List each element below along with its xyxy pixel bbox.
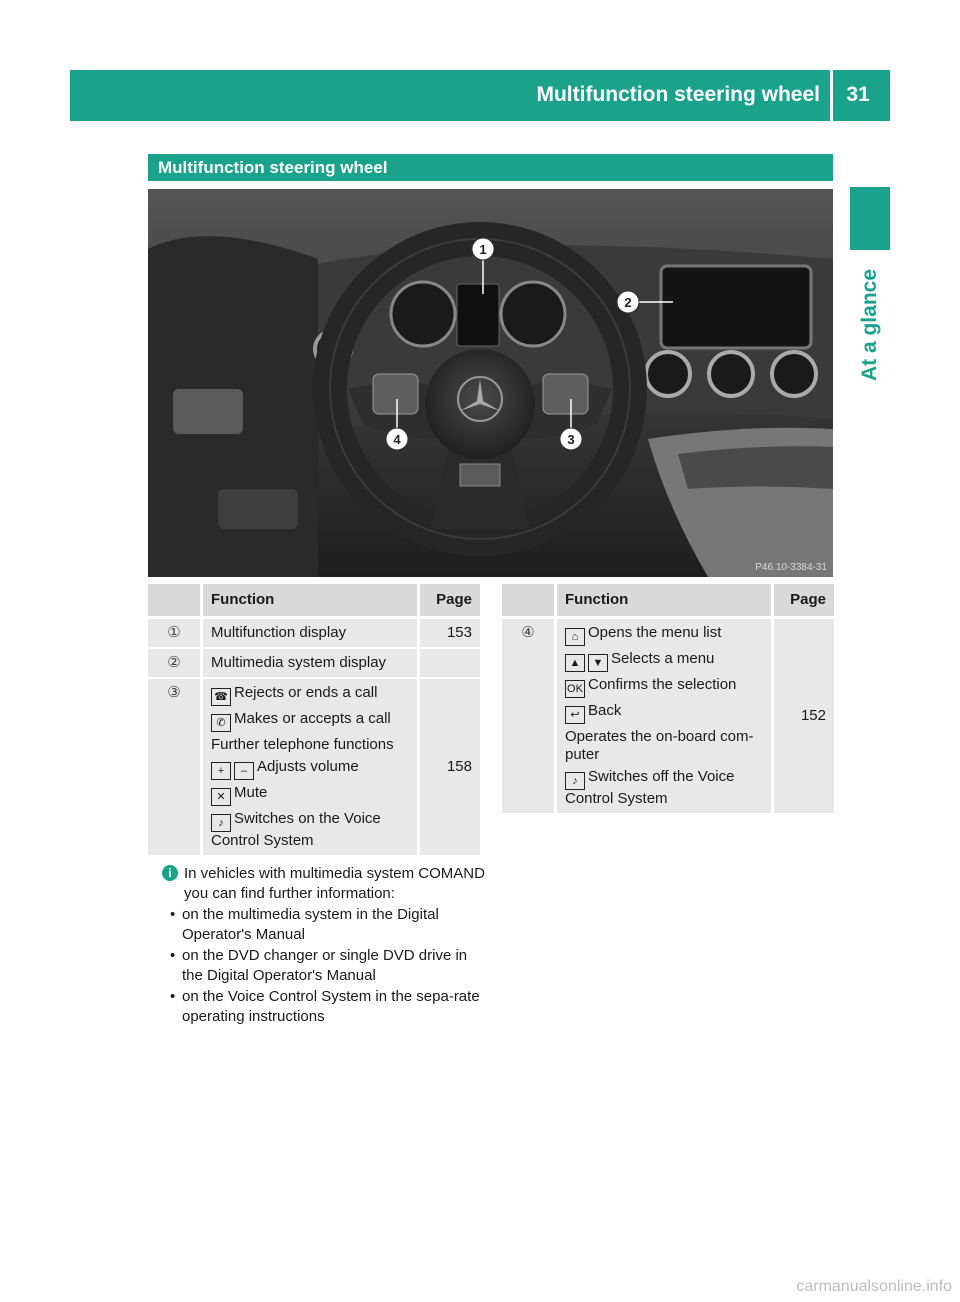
page-number: 31 bbox=[846, 83, 870, 106]
list-item: • on the multimedia system in the Digital Operator's Manual bbox=[170, 906, 439, 943]
arrow-up-icon: ▲ bbox=[565, 654, 585, 672]
function-text: Mute bbox=[234, 784, 268, 801]
table-row bbox=[148, 678, 480, 856]
header-divider bbox=[830, 70, 833, 121]
table-row bbox=[148, 618, 480, 649]
row-page: 158 bbox=[419, 678, 481, 856]
end-call-icon: ☎ bbox=[211, 688, 231, 706]
steering-wheel-illustration bbox=[148, 189, 833, 577]
row-function: Multimedia system display bbox=[202, 648, 419, 678]
side-tab-label: At a glance bbox=[858, 268, 881, 382]
callout-3-label: 3 bbox=[567, 432, 575, 447]
header-title: Multifunction steering wheel bbox=[536, 83, 820, 106]
callout-4-label: 4 bbox=[393, 432, 401, 447]
function-line bbox=[211, 710, 409, 732]
function-text: Back bbox=[588, 702, 622, 719]
row-number: ③ bbox=[148, 678, 202, 856]
row-function: Multifunction display bbox=[202, 618, 419, 649]
row-page: 152 bbox=[773, 618, 835, 815]
ok-icon: OK bbox=[565, 680, 585, 698]
function-line bbox=[565, 624, 763, 646]
row-number: ④ bbox=[502, 618, 556, 815]
info-note bbox=[162, 864, 487, 1028]
row-function-list bbox=[202, 678, 419, 856]
back-icon: ↩ bbox=[565, 706, 585, 724]
function-line bbox=[211, 758, 409, 780]
header-page: Page bbox=[773, 584, 835, 618]
steering-wheel-figure bbox=[148, 189, 833, 577]
function-line bbox=[211, 736, 409, 754]
function-text: Opens the menu list bbox=[588, 624, 722, 641]
function-line bbox=[565, 676, 763, 698]
callout-2-label: 2 bbox=[624, 295, 632, 310]
list-item: • on the Voice Control System in the sepa-rate operating instructions bbox=[170, 988, 480, 1025]
section-header bbox=[148, 154, 833, 181]
function-text: Switches off the Voice Control System bbox=[565, 768, 735, 807]
function-text: Adjusts volume bbox=[257, 758, 359, 775]
function-table-left bbox=[148, 584, 480, 857]
table-row bbox=[502, 618, 834, 815]
header-function: Function bbox=[202, 584, 419, 618]
note-bullets bbox=[162, 905, 487, 1026]
figure-code: P46.10-3384-31 bbox=[755, 562, 827, 573]
row-page bbox=[419, 648, 481, 678]
function-line bbox=[565, 728, 763, 764]
function-line bbox=[565, 702, 763, 724]
side-tab-marker bbox=[850, 187, 890, 250]
row-function-list bbox=[556, 618, 773, 815]
list-item: • on the DVD changer or single DVD drive in the Digital Operator's Manual bbox=[170, 947, 468, 984]
callout-1-label: 1 bbox=[479, 242, 487, 257]
function-line bbox=[565, 768, 763, 808]
bullet-text: on the Voice Control System in the sepa-rate operating instructions bbox=[182, 988, 480, 1025]
function-line bbox=[565, 650, 763, 672]
function-text: Selects a menu bbox=[611, 650, 715, 667]
function-line bbox=[211, 810, 409, 850]
row-number: ② bbox=[148, 648, 202, 678]
row-page: 153 bbox=[419, 618, 481, 649]
side-tab bbox=[850, 255, 890, 395]
function-text: Further telephone functions bbox=[211, 736, 394, 753]
function-text: Switches on the Voice Control System bbox=[211, 810, 381, 849]
function-text: Rejects or ends a call bbox=[234, 684, 378, 701]
header-function: Function bbox=[556, 584, 773, 618]
function-line bbox=[211, 784, 409, 806]
bullet-text: on the DVD changer or single DVD drive in the Digital Operator's Manual bbox=[182, 947, 468, 984]
arrow-down-icon: ▼ bbox=[588, 654, 608, 672]
page-header-bar bbox=[70, 70, 890, 121]
mute-icon: ✕ bbox=[211, 788, 231, 806]
note-text: In vehicles with multimedia system COMAND you can find further information: bbox=[184, 865, 485, 902]
function-table-right bbox=[502, 584, 834, 815]
table-row bbox=[148, 648, 480, 678]
voice-control-off-icon: ♪ bbox=[565, 772, 585, 790]
section-title: Multifunction steering wheel bbox=[158, 158, 388, 177]
accept-call-icon: ✆ bbox=[211, 714, 231, 732]
watermark: carmanualsonline.info bbox=[796, 1278, 952, 1295]
header-page: Page bbox=[419, 584, 481, 618]
function-line bbox=[211, 684, 409, 706]
header-number-col bbox=[148, 584, 202, 618]
function-text: Makes or accepts a call bbox=[234, 710, 391, 727]
header-number-col bbox=[502, 584, 556, 618]
bullet-text: on the multimedia system in the Digital Operator's Manual bbox=[182, 906, 439, 943]
function-text: Operates the on-board com-puter bbox=[565, 728, 754, 763]
function-text: Confirms the selection bbox=[588, 676, 737, 693]
row-number: ① bbox=[148, 618, 202, 649]
home-icon: ⌂ bbox=[565, 628, 585, 646]
info-icon: i bbox=[162, 865, 178, 881]
volume-down-icon: – bbox=[234, 762, 254, 780]
volume-up-icon: + bbox=[211, 762, 231, 780]
voice-control-icon: ♪ bbox=[211, 814, 231, 832]
